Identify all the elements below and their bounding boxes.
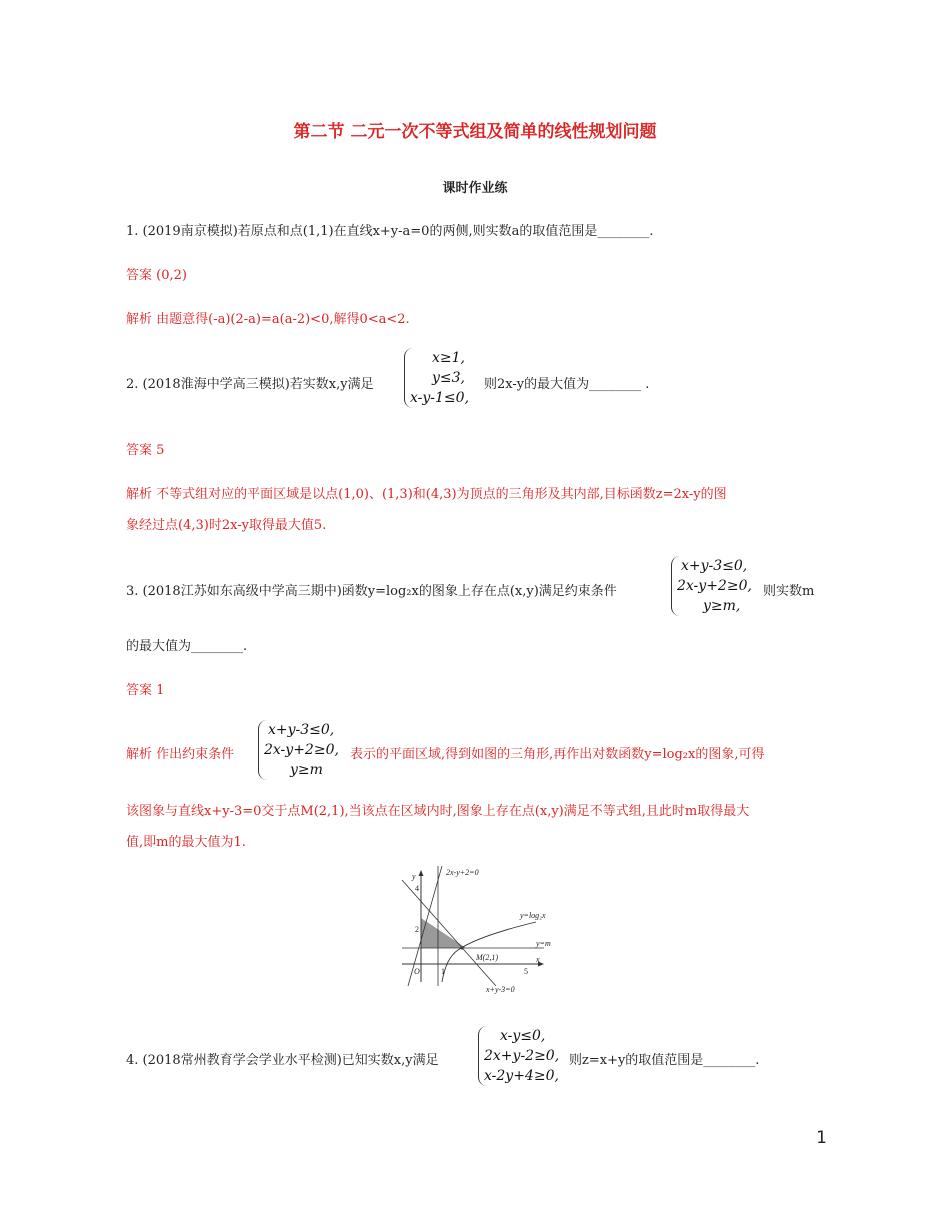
- q4-system-line: x-y≤0,: [500, 1028, 546, 1044]
- answer-1: 答案 (0,2): [126, 268, 187, 283]
- analysis-3-system: [258, 720, 339, 780]
- question-4-system: [478, 1026, 559, 1086]
- analysis-2-line1: 解析 不等式组对应的平面区域是以点(1,0)、(1,3)和(4,3)为顶点的三角形及其内部,目标函数z=2x-y的图: [126, 487, 727, 502]
- analysis-3-line2: 该图象与直线x+y-3=0交于点M(2,1),当该点在区域内时,图象上存在点(x,y)满足不等式组,且此时m取得最大: [126, 804, 750, 819]
- label-y-axis: y: [412, 872, 416, 881]
- answer-2: 答案 5: [126, 443, 165, 458]
- analysis-3-line3: 值,即m的最大值为1.: [126, 835, 246, 850]
- a3-system-line: x+y-3≤0,: [268, 722, 335, 738]
- question-2-suffix: 则2x-y的最大值为________ .: [484, 377, 650, 392]
- q3-system-line: y≥m,: [703, 598, 741, 614]
- label-origin: O: [414, 967, 420, 976]
- question-4-prefix: 4. (2018常州教育学会学业水平检测)已知实数x,y满足: [126, 1053, 439, 1068]
- tick-2: 2: [415, 925, 419, 934]
- question-3-prefix: 3. (2018江苏如东高级中学高三期中)函数y=log₂x的图象上存在点(x,y)满足约束条件: [126, 584, 617, 599]
- question-4-suffix: 则z=x+y的取值范围是________.: [569, 1053, 760, 1068]
- feasible-triangle: [421, 918, 466, 948]
- question-1: 1. (2019南京模拟)若原点和点(1,1)在直线x+y-a=0的两侧,则实数a的取值范围是________.: [126, 224, 654, 239]
- label-x-axis: x: [536, 955, 540, 964]
- label-ym: y=m: [536, 939, 551, 948]
- y-axis-arrow: [419, 870, 424, 876]
- analysis-3-prefix: 解析 作出约束条件: [126, 747, 235, 762]
- label-line2: x+y-3=0: [486, 985, 515, 994]
- q4-system-line: x-2y+4≥0,: [484, 1068, 559, 1084]
- a3-system-line: 2x-y+2≥0,: [264, 742, 339, 758]
- page-number: 1: [816, 1128, 827, 1148]
- tick-1: 1: [441, 967, 445, 976]
- question-2-system: [404, 348, 469, 408]
- q3-system-line: 2x-y+2≥0,: [677, 578, 752, 594]
- analysis-1: 解析 由题意得(-a)(2-a)=a(a-2)<0,解得0<a<2.: [126, 312, 410, 327]
- point-m: [461, 947, 464, 950]
- label-log: y=log₂x: [520, 911, 546, 920]
- analysis-3-suffix: 表示的平面区域,得到如图的三角形,再作出对数函数y=log₂x的图象,可得: [350, 747, 765, 762]
- feasible-region-figure: [398, 862, 560, 994]
- q2-system-line: x-y-1≤0,: [410, 390, 470, 406]
- q2-system-line: x≥1,: [432, 350, 465, 366]
- question-3-system: [671, 556, 752, 616]
- section-subtitle: 课时作业练: [442, 181, 508, 196]
- a3-system-line: y≥m: [290, 762, 323, 778]
- answer-3: 答案 1: [126, 683, 165, 698]
- label-line1: 2x-y+2=0: [446, 868, 479, 877]
- q2-system-line: y≤3,: [432, 370, 465, 386]
- label-m: M(2,1): [476, 953, 498, 962]
- tick-5: 5: [524, 967, 528, 976]
- page-title: 第二节 二元一次不等式组及简单的线性规划问题: [293, 122, 657, 142]
- analysis-2-line2: 象经过点(4,3)时2x-y取得最大值5.: [126, 518, 327, 533]
- question-3-line2: 的最大值为________.: [126, 639, 248, 654]
- q4-system-line: 2x+y-2≥0,: [484, 1048, 560, 1064]
- question-3-suffix: 则实数m: [763, 584, 815, 599]
- tick-4: 4: [415, 884, 419, 893]
- q3-system-line: x+y-3≤0,: [681, 558, 748, 574]
- question-2-prefix: 2. (2018淮海中学高三模拟)若实数x,y满足: [126, 377, 374, 392]
- log-curve: [442, 922, 536, 982]
